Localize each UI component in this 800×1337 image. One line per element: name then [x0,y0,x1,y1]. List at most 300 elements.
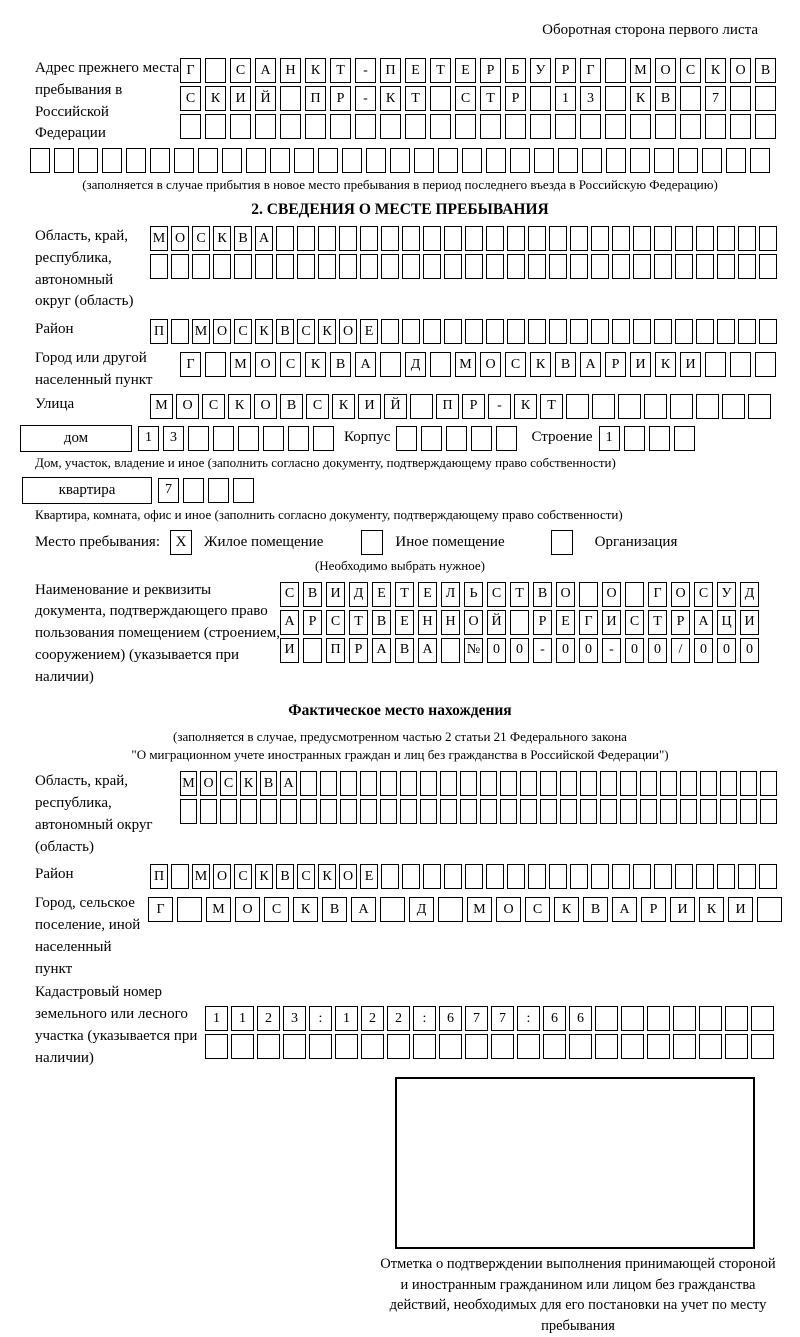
form-cell [649,426,670,451]
form-cell [678,148,698,173]
form-cell [660,771,677,796]
stay-type-checkbox-residential: X [170,530,192,555]
form-cell: Е [455,58,476,83]
form-cell: Й [384,394,407,419]
form-cell [491,1034,514,1059]
form-cell [387,1034,410,1059]
form-cell [507,319,525,344]
form-cell [720,771,737,796]
form-cell: Д [409,897,434,922]
form-cell: О [464,610,483,635]
form-cell [612,226,630,251]
form-cell: О [254,394,277,419]
form-cell [455,114,476,139]
form-cell [410,394,433,419]
form-cell [174,148,194,173]
form-cell [339,226,357,251]
section2-district-row [150,319,780,344]
form-cell: М [455,352,476,377]
form-cell [540,799,557,824]
form-cell [257,1034,280,1059]
form-cell [188,426,209,451]
form-cell [318,226,336,251]
form-cell [380,352,401,377]
form-cell: С [326,610,345,635]
form-cell [300,771,317,796]
form-cell [570,319,588,344]
form-cell: К [205,86,226,111]
form-cell [696,226,714,251]
form-cell: 3 [580,86,601,111]
form-cell [654,864,672,889]
form-cell: А [351,897,376,922]
form-cell [680,771,697,796]
form-cell [566,394,589,419]
form-cell: О [213,864,231,889]
form-cell [520,771,537,796]
form-cell [760,771,777,796]
form-cell [549,319,567,344]
form-cell [633,226,651,251]
form-cell: 3 [283,1006,306,1031]
form-cell: С [280,582,299,607]
form-cell [702,148,722,173]
form-cell [496,426,517,451]
form-cell: М [150,394,173,419]
form-cell [402,319,420,344]
section2-region-row-2 [150,254,780,279]
form-cell: В [372,610,391,635]
form-cell: В [276,319,294,344]
form-cell: 7 [491,1006,514,1031]
form-cell [673,1034,696,1059]
form-cell: А [694,610,713,635]
form-cell [612,864,630,889]
form-cell [633,254,651,279]
form-cell [717,226,735,251]
form-cell [360,226,378,251]
form-cell [200,799,217,824]
form-cell: А [280,610,299,635]
form-cell: С [230,58,251,83]
form-cell [759,226,777,251]
house-note: Дом, участок, владение и иное (заполнить согласно документу, подтверждающему право собственности) [35,454,616,470]
form-cell [360,799,377,824]
form-cell [605,86,626,111]
actual-region-row-1 [180,771,780,796]
form-cell [606,148,626,173]
form-cell [423,254,441,279]
form-cell [309,1034,332,1059]
previous-address-row-2 [180,86,780,111]
form-cell [471,426,492,451]
form-cell [517,1034,540,1059]
form-cell [240,799,257,824]
form-cell [654,254,672,279]
form-cell: - [488,394,511,419]
form-cell [654,319,672,344]
form-cell: 0 [556,638,575,663]
form-cell [438,148,458,173]
form-cell: О [339,864,357,889]
form-cell [670,394,693,419]
form-cell: И [326,582,345,607]
form-cell: С [680,58,701,83]
form-cell: О [730,58,751,83]
form-cell [440,771,457,796]
form-cell [441,638,460,663]
form-cell: В [280,394,303,419]
form-cell: О [602,582,621,607]
form-cell [625,582,644,607]
form-cell [612,319,630,344]
form-cell: Т [510,582,529,607]
form-cell [303,638,322,663]
form-cell: О [176,394,199,419]
form-cell [381,226,399,251]
form-cell [700,799,717,824]
form-cell [340,771,357,796]
form-cell [439,1034,462,1059]
form-cell [717,254,735,279]
form-cell [222,148,242,173]
form-cell: М [150,226,168,251]
form-cell: 1 [205,1006,228,1031]
stay-type-checkbox-organization [551,530,573,555]
form-cell [528,319,546,344]
form-cell: С [297,319,315,344]
form-cell [444,864,462,889]
form-cell [738,864,756,889]
form-cell [738,319,756,344]
form-cell [755,114,776,139]
section2-district-label: Район [35,321,74,337]
section2-city-block [35,348,800,392]
form-cell [624,426,645,451]
ownership-document-row-1 [280,582,763,607]
form-cell [540,771,557,796]
form-cell: Т [349,610,368,635]
previous-address-block [35,58,800,145]
form-cell [208,478,229,503]
form-cell [751,1006,774,1031]
form-cell [699,1006,722,1031]
house-box: дом [20,425,132,452]
form-cell: С [455,86,476,111]
form-cell [696,394,719,419]
actual-region-row-2 [180,799,780,824]
page-side-note: Оборотная сторона первого листа [542,22,758,38]
form-cell [54,148,74,173]
form-cell [549,864,567,889]
section2-title: 2. СВЕДЕНИЯ О МЕСТЕ ПРЕБЫВАНИЯ [251,201,549,218]
form-cell: А [255,58,276,83]
form-cell: О [655,58,676,83]
form-cell: Ь [464,582,483,607]
form-cell [696,254,714,279]
form-cell [620,799,637,824]
form-cell: О [171,226,189,251]
form-cell [192,254,210,279]
form-cell [280,86,301,111]
form-cell: К [228,394,251,419]
form-cell: С [505,352,526,377]
form-cell [230,114,251,139]
house-row [20,425,800,452]
form-cell: 0 [740,638,759,663]
form-cell [644,394,667,419]
form-cell: К [699,897,724,922]
registration-stamp-caption: Отметка о подтверждении выполнения принимающей стороной и иностранным гражданином или лицом без гражданства действий, необходимых для его постановки на учет по месту пребывания [380,1256,776,1334]
form-cell: Е [360,864,378,889]
form-cell [528,226,546,251]
form-cell: К [293,897,318,922]
form-cell [507,864,525,889]
form-cell [438,897,463,922]
form-cell [592,394,615,419]
form-cell [405,114,426,139]
form-cell [507,254,525,279]
form-cell [580,799,597,824]
form-cell [500,799,517,824]
house-number-cells [138,426,338,451]
form-cell [558,148,578,173]
form-cell [444,226,462,251]
form-cell [400,799,417,824]
form-cell [234,254,252,279]
form-cell: Н [441,610,460,635]
form-cell [380,799,397,824]
form-cell [591,319,609,344]
form-cell [402,864,420,889]
form-cell [423,319,441,344]
form-cell: К [305,58,326,83]
form-cell: Е [405,58,426,83]
form-cell: Н [418,610,437,635]
form-cell [520,799,537,824]
form-cell [460,799,477,824]
form-cell [320,799,337,824]
ownership-document-row-2 [280,610,763,635]
form-cell: П [326,638,345,663]
form-cell: О [235,897,260,922]
form-cell: О [200,771,217,796]
form-cell [462,148,482,173]
form-cell [621,1006,644,1031]
form-cell: Т [395,582,414,607]
form-cell [654,148,674,173]
form-cell: И [230,86,251,111]
form-cell [507,226,525,251]
apartment-cells [158,478,258,503]
registration-stamp-box [395,1077,755,1249]
form-cell: : [413,1006,436,1031]
form-cell: М [206,897,231,922]
form-cell: У [530,58,551,83]
form-cell: Р [330,86,351,111]
form-cell [640,799,657,824]
section2-district-block [35,319,800,344]
form-cell: А [355,352,376,377]
form-cell [276,254,294,279]
form-cell [340,799,357,824]
form-cell [500,771,517,796]
form-cell: С [694,582,713,607]
form-cell: С [264,897,289,922]
previous-address-row-3 [180,114,780,139]
form-cell [460,771,477,796]
form-cell [480,799,497,824]
form-cell [78,148,98,173]
form-cell [294,148,314,173]
form-cell: М [630,58,651,83]
form-cell [647,1006,670,1031]
form-cell [549,226,567,251]
form-cell: Е [360,319,378,344]
form-cell [725,1006,748,1031]
previous-address-note: (заполняется в случае прибытия в новое место пребывания в период последнего въезда в Российскую Федерацию) [82,177,718,192]
form-cell [231,1034,254,1059]
form-cell [530,114,551,139]
form-cell [759,319,777,344]
form-cell: В [330,352,351,377]
form-cell: И [728,897,753,922]
section2-city-row [180,352,780,377]
form-cell [380,114,401,139]
form-cell [528,864,546,889]
form-cell: - [533,638,552,663]
form-cell: Р [641,897,666,922]
form-cell: К [318,864,336,889]
form-cell: Р [462,394,485,419]
form-cell: П [305,86,326,111]
form-cell [444,254,462,279]
form-cell: Р [555,58,576,83]
form-cell: О [255,352,276,377]
form-cell [233,478,254,503]
form-cell [171,254,189,279]
form-cell [755,352,776,377]
form-cell [102,148,122,173]
form-cell [465,1034,488,1059]
form-cell [600,799,617,824]
ownership-document-label: Наименование и реквизиты документа, подтверждающего право пользования помещением (строением, сооружением) (указывается при наличии) [35,581,280,685]
form-cell [675,864,693,889]
form-cell: С [525,897,550,922]
form-cell: № [464,638,483,663]
form-cell: К [255,864,273,889]
form-cell [255,254,273,279]
form-cell: К [630,86,651,111]
form-cell [722,394,745,419]
form-cell: Л [441,582,460,607]
form-cell [560,799,577,824]
form-cell [486,254,504,279]
form-cell [720,799,737,824]
form-cell [717,319,735,344]
form-cell: Д [740,582,759,607]
stroenie-label: Строение [531,429,593,446]
apartment-row [22,477,800,504]
form-cell [30,148,50,173]
form-cell [320,771,337,796]
form-cell [238,426,259,451]
form-cell [180,114,201,139]
actual-district-row [150,864,780,889]
form-cell [361,1034,384,1059]
form-cell [413,1034,436,1059]
form-cell: 1 [599,426,620,451]
form-cell [205,352,226,377]
form-cell [486,864,504,889]
form-cell [465,864,483,889]
section2-region-label: Область, край, республика, автономный округ (область) [35,228,134,310]
form-cell [420,799,437,824]
form-cell [421,426,442,451]
form-cell [126,148,146,173]
form-cell [400,771,417,796]
form-cell [198,148,218,173]
form-cell: М [192,319,210,344]
form-cell: 3 [163,426,184,451]
form-cell [730,114,751,139]
actual-location-title: Фактическое место нахождения [288,702,512,720]
form-cell [263,426,284,451]
form-cell [633,864,651,889]
form-cell [305,114,326,139]
form-cell [414,148,434,173]
form-cell: А [612,897,637,922]
form-cell [171,864,189,889]
form-cell [621,1034,644,1059]
stay-type-label: Место пребывания: [35,533,160,550]
form-cell: И [670,897,695,922]
form-cell [510,610,529,635]
form-cell [748,394,771,419]
section2-region-block [35,226,800,313]
actual-region-label: Область, край, республика, автономный округ (область) [35,773,153,855]
form-cell [675,254,693,279]
form-cell: С [297,864,315,889]
form-cell [580,771,597,796]
form-cell [213,254,231,279]
form-cell: Й [255,86,276,111]
form-cell: С [220,771,237,796]
form-cell: Ц [717,610,736,635]
actual-location-subtitle-2: "О миграционном учете иностранных граждан и лиц без гражданства в Российской Федерации") [131,747,669,763]
form-cell [380,771,397,796]
form-cell [630,114,651,139]
form-cell [246,148,266,173]
form-cell [381,319,399,344]
form-cell: У [717,582,736,607]
form-cell [255,114,276,139]
form-cell [569,1034,592,1059]
form-cell: 7 [705,86,726,111]
previous-address-cell-rows [180,58,780,139]
form-cell [750,148,770,173]
form-cell: Н [280,58,301,83]
form-cell: М [230,352,251,377]
form-cell: И [630,352,651,377]
form-cell [355,114,376,139]
form-cell [675,319,693,344]
actual-district-block [35,864,800,889]
form-cell [699,1034,722,1059]
form-cell: К [705,58,726,83]
form-cell: В [533,582,552,607]
form-cell [730,86,751,111]
